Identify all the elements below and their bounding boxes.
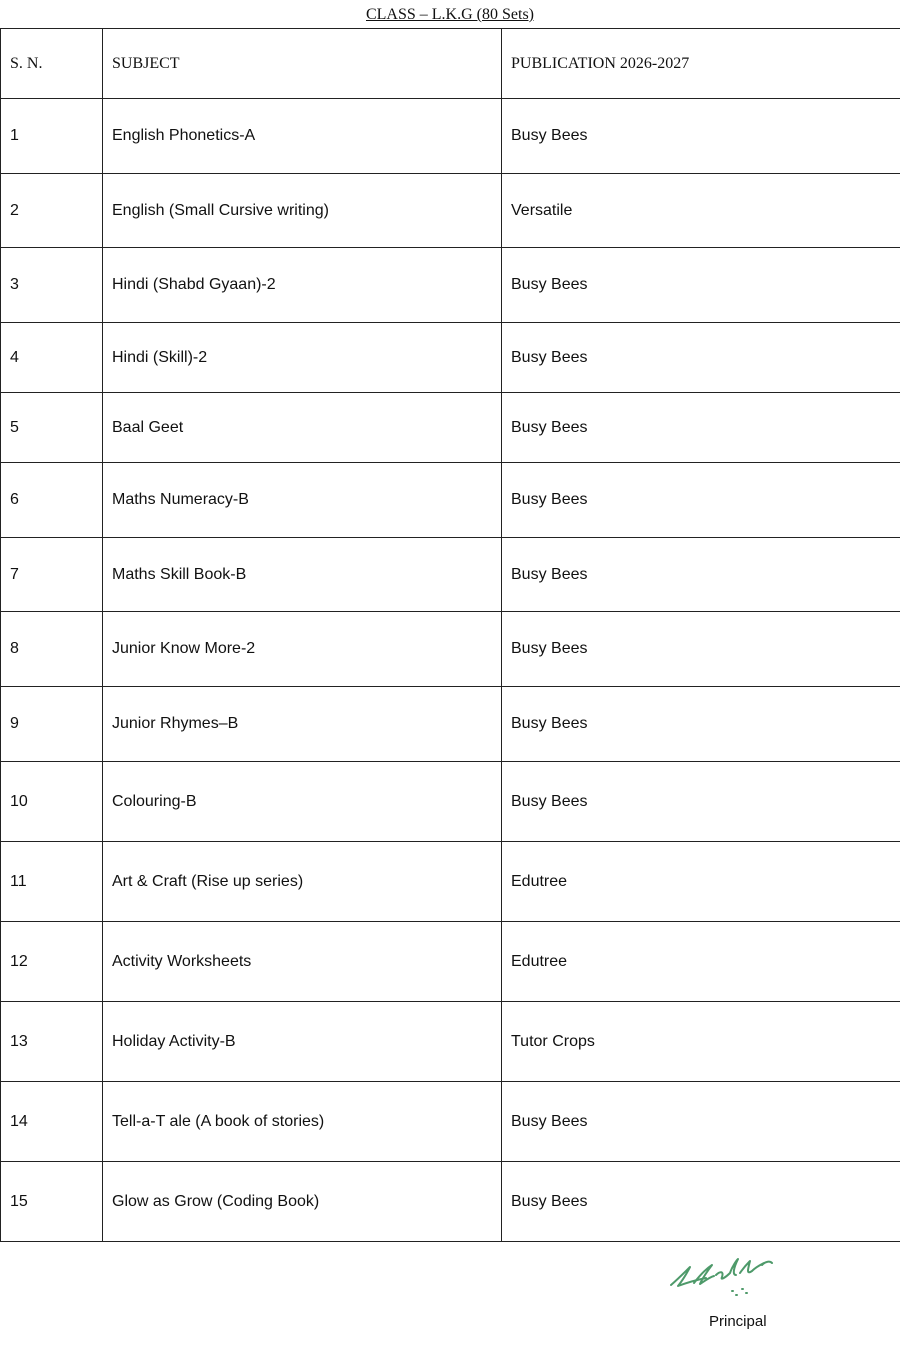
page-title: CLASS – L.K.G (80 Sets) [365, 6, 534, 23]
cell-subject: Baal Geet [103, 393, 502, 463]
cell-publication: Busy Bees [502, 463, 900, 538]
table-row [1, 842, 900, 922]
cell-publication: Busy Bees [502, 687, 900, 762]
cell-publication: Busy Bees [502, 323, 900, 393]
cell-sn: 9 [1, 687, 103, 762]
cell-sn: 14 [1, 1082, 103, 1162]
table-row [1, 463, 900, 538]
cell-sn: 12 [1, 922, 103, 1002]
principal-signature [666, 1253, 778, 1301]
cell-publication: Busy Bees [502, 99, 900, 174]
table-row [1, 248, 900, 323]
cell-publication: Versatile [502, 174, 900, 248]
table-row [1, 99, 900, 174]
cell-publication: Busy Bees [502, 393, 900, 463]
cell-sn: 1 [1, 99, 103, 174]
table-row [1, 922, 900, 1002]
cell-publication: Busy Bees [502, 1082, 900, 1162]
cell-subject: Maths Numeracy-B [103, 463, 502, 538]
table-header-row [1, 29, 900, 99]
cell-publication: Busy Bees [502, 762, 900, 842]
cell-publication: Busy Bees [502, 538, 900, 612]
cell-sn: 3 [1, 248, 103, 323]
table-row [1, 687, 900, 762]
cell-subject: Holiday Activity-B [103, 1002, 502, 1082]
table-row [1, 1082, 900, 1162]
header-sn: S. N. [1, 29, 103, 99]
cell-sn: 13 [1, 1002, 103, 1082]
cell-publication: Edutree [502, 922, 900, 1002]
cell-sn: 15 [1, 1162, 103, 1242]
cell-publication: Busy Bees [502, 612, 900, 687]
table-row [1, 538, 900, 612]
cell-sn: 11 [1, 842, 103, 922]
cell-subject: English Phonetics-A [103, 99, 502, 174]
header-publication: PUBLICATION 2026-2027 [502, 29, 900, 99]
cell-sn: 4 [1, 323, 103, 393]
principal-label: Principal [709, 1313, 767, 1330]
cell-sn: 5 [1, 393, 103, 463]
cell-subject: English (Small Cursive writing) [103, 174, 502, 248]
cell-sn: 2 [1, 174, 103, 248]
cell-subject: Maths Skill Book-B [103, 538, 502, 612]
table-row [1, 1002, 900, 1082]
cell-subject: Junior Rhymes–B [103, 687, 502, 762]
cell-sn: 8 [1, 612, 103, 687]
cell-publication: Tutor Crops [502, 1002, 900, 1082]
cell-subject: Hindi (Skill)-2 [103, 323, 502, 393]
cell-sn: 6 [1, 463, 103, 538]
cell-publication: Busy Bees [502, 248, 900, 323]
cell-subject: Junior Know More-2 [103, 612, 502, 687]
cell-subject: Glow as Grow (Coding Book) [103, 1162, 502, 1242]
table-row [1, 323, 900, 393]
table-row [1, 174, 900, 248]
cell-sn: 7 [1, 538, 103, 612]
cell-subject: Activity Worksheets [103, 922, 502, 1002]
book-list-table [0, 28, 900, 1242]
cell-subject: Hindi (Shabd Gyaan)-2 [103, 248, 502, 323]
cell-publication: Busy Bees [502, 1162, 900, 1242]
cell-subject: Tell-a-T ale (A book of stories) [103, 1082, 502, 1162]
cell-sn: 10 [1, 762, 103, 842]
table-row [1, 612, 900, 687]
table-row [1, 393, 900, 463]
header-subject: SUBJECT [103, 29, 502, 99]
table-row [1, 762, 900, 842]
cell-subject: Art & Craft (Rise up series) [103, 842, 502, 922]
table-row [1, 1162, 900, 1242]
cell-subject: Colouring-B [103, 762, 502, 842]
cell-publication: Edutree [502, 842, 900, 922]
